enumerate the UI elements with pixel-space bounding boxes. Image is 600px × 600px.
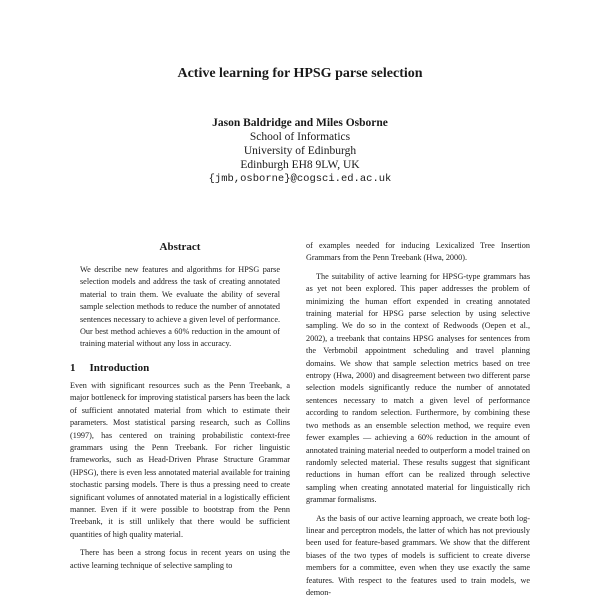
- author-names: Jason Baldridge and Miles Osborne: [212, 117, 388, 129]
- intro-paragraph-2: There has been a strong focus in recent years on using the active learning technique of selective sampling to: [70, 548, 290, 570]
- abstract-heading: Abstract: [159, 241, 201, 253]
- right-paragraph-2: As the basis of our active learning approach, we create both log-linear and perceptron models, the latter of which has not previously been used for feature-based grammars. We show that the different biases of the two types of models is sufficient to create diverse members for a committee, even when they use exactly the same features. With respect to the features used to train models, we demon-: [306, 513, 530, 597]
- author-email: {jmb,osborne}@cogsci.ed.ac.uk: [208, 173, 392, 185]
- right-paragraph-0: of examples needed for inducing Lexicalized Tree Insertion Grammars from the Penn Treebank (Hwa, 2000).: [306, 241, 530, 263]
- paper-title: Active learning for HPSG parse selection: [177, 66, 423, 81]
- intro-paragraph-1: Even with significant resources such as the Penn Treebank, a major bottleneck for improving statistical parsers has been the lack of sufficient annotated material from which to estimate their parameters. Most statistical parsing research, such as Collins (1997), has centered on training probabilistic context-free grammars using the Penn Treebank. For richer linguistic frameworks, such as Head-Driven Phrase Structure Grammar (HPSG), there is even less annotated material available for training stochastic parsing models. There is thus a pressing need to create significant volumes of annotated material in a logistically efficient manner. Even if it were possible to bootstrap from the Penn Treebank, it is still unlikely that there would be sufficient quantities of high quality material.: [70, 381, 290, 539]
- section-number: 1: [70, 362, 76, 374]
- section-title: Introduction: [89, 362, 150, 374]
- section-heading: [70, 361, 149, 375]
- right-paragraph-1: The suitability of active learning for HPSG-type grammars has as yet not been explored. This paper addresses the problem of minimizing the human effort expended in creating annotated training material for HPSG parse selection by using selective sampling. We do so in the context of Redwoods (Oepen et al., 2002), a treebank that contains HPSG analyses for sentences from the Verbmobil appointment scheduling and travel planning domains. We show that sample selection metrics based on tree entropy (Hwa, 2000) and disagreement between two different parse selection models significantly reduce the number of annotated sentences necessary to match a given level of performance according to random selection. Furthermore, by combining these two methods as an ensemble selection method, we require even fewer examples — achieving a 60% reduction in the amount of annotated training material needed to outperform a model trained on randomly selected material. These results suggest that significant reductions in human effort can be realized through selective sampling when creating annotated material for linguistically rich grammar formalisms.: [306, 271, 530, 505]
- right-column: [306, 240, 530, 599]
- introduction-text: [70, 380, 290, 572]
- author-block: [0, 116, 600, 186]
- author-affiliation: School of Informatics: [249, 131, 351, 143]
- author-university: University of Edinburgh: [243, 145, 357, 157]
- author-address: Edinburgh EH8 9LW, UK: [240, 159, 360, 171]
- abstract-text: We describe new features and algorithms for HPSG parse selection models and address the task of creating annotated material to train them. We evaluate the ability of several sample selection methods to reduce the number of annotated sentences necessary to achieve a given level of performance. Our best method achieves a 60% reduction in the amount of training material without any loss in accuracy.: [80, 265, 280, 349]
- abstract-section: [70, 240, 290, 351]
